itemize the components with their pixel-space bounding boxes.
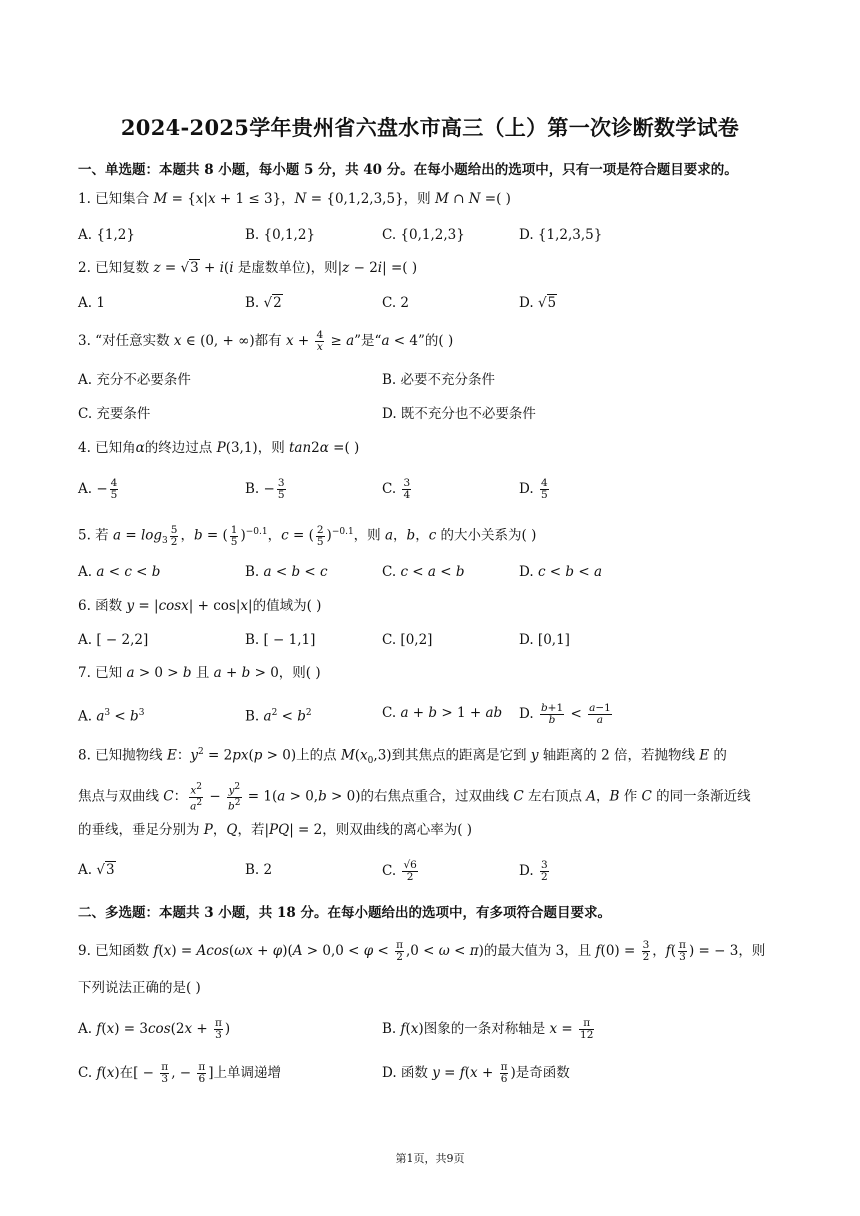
q9-option-c[interactable]: C. f(x)在[ − $\frac{\pi}{3}$ , − $\frac{\pi}{6}$ ]上单调递增 (78, 1061, 282, 1085)
q1-option-d[interactable]: D. {1,2,3,5} (519, 227, 603, 243)
q4-option-b[interactable]: B. − $\frac{3}{5}$ (245, 477, 285, 501)
q6-option-a[interactable]: A. [ − 2,2] (78, 632, 149, 648)
question-1: 1. 已知集合 M = {x|x + 1 ≤ 3}，N = {0,1,2,3,5}，则 M ∩ N =( ) (78, 191, 511, 207)
q6-option-c[interactable]: C. [0,2] (382, 632, 433, 648)
q9-option-d[interactable]: D. 函数 y = f(x + $\frac{\pi}{6}$ )是奇函数 (382, 1061, 570, 1085)
q7-option-a[interactable]: A. $a^3 < b^3$ (78, 708, 145, 725)
q2-option-b[interactable]: B. √2 (245, 295, 282, 311)
question-4: 4. 已知角α的终边过点 P(3,1)，则 tan2α =( ) (78, 440, 360, 456)
question-8-line-3: 的垂线，垂足分别为 P，Q，若|PQ| = 2，则双曲线的离心率为( ) (78, 822, 473, 838)
question-2: 2. 已知复数 z = √3 + i(i 是虚数单位)，则|z − 2i| =( ) (78, 260, 418, 276)
exam-title: 2024-2025学年贵州省六盘水市高三（上）第一次诊断数学试卷 (120, 115, 740, 140)
q5-option-d[interactable]: D. c < b < a (519, 564, 603, 580)
section-heading-single-choice: 一、单选题：本题共 8 小题，每小题 5 分，共 40 分。在每小题给出的选项中，只有一项是符合题目要求的。 (78, 162, 738, 178)
question-9-line-1: 9. 已知函数 f(x) = Acos(ωx + φ)(A > 0,0 < φ < $\frac{\pi}{2}$ ,0 < ω < π)的最大值为 3，且 f(0) = $\frac{3}{2}$ ，f( $\frac{\pi}{3}$ ) = − 3，则 (78, 939, 766, 963)
question-7: 7. 已知 a > 0 > b 且 a + b > 0，则( ) (78, 665, 321, 681)
q8-option-a[interactable]: A. √3 (78, 862, 115, 878)
q1-option-a[interactable]: A. {1,2} (78, 227, 135, 243)
q3-option-a[interactable]: A. 充分不必要条件 (78, 372, 191, 388)
question-8-line-2: 焦点与双曲线 C： $\frac{x^2}{a^2}$ − $\frac{y^2}{b^2}$ = 1(a > 0,b > 0)的右焦点重合，过双曲线 C 左右顶点 A，B 作 C 的同一条渐近线 (78, 782, 751, 812)
q2-option-a[interactable]: A. 1 (78, 295, 105, 311)
q7-option-c[interactable]: C. a + b > 1 + ab (382, 705, 503, 721)
question-5: 5. 若 $a = \log_3$ $\frac{5}{2}$ ，b = ( $\frac{1}{5}$ )$^{-0.1}$，c = ( $\frac{2}{5}$ )$^{-0.1}$，则 a，b，c 的大小关系为( ) (78, 523, 537, 548)
q5-option-a[interactable]: A. a < c < b (78, 564, 161, 580)
q3-option-d[interactable]: D. 既不充分也不必要条件 (382, 406, 536, 422)
q2-option-c[interactable]: C. 2 (382, 295, 410, 311)
q5-option-b[interactable]: B. a < b < c (245, 564, 328, 580)
q7-option-d[interactable]: D. $\frac{b+1}{b}$ < $\frac{a-1}{a}$ (519, 702, 611, 726)
q5-option-c[interactable]: C. c < a < b (382, 564, 465, 580)
q3-option-c[interactable]: C. 充要条件 (78, 406, 151, 422)
q1-option-c[interactable]: C. {0,1,2,3} (382, 227, 465, 243)
q8-option-c[interactable]: C. $\frac{√6}{2}$ (382, 859, 417, 883)
question-6: 6. 函数 y = |cosx| + cos|x|的值域为( ) (78, 598, 322, 614)
question-8-line-1: 8. 已知抛物线 E：$y^2 = 2px(p > 0)$上的点 $M(x_0,3)$到其焦点的距离是它到 y 轴距离的 2 倍，若抛物线 E 的 (78, 747, 727, 767)
q9-option-b[interactable]: B. f(x)图象的一条对称轴是 x = $\frac{\pi}{12}$ (382, 1017, 594, 1041)
section-heading-multiple-choice: 二、多选题：本题共 3 小题，共 18 分。在每小题给出的选项中，有多项符合题目要求。 (78, 905, 611, 921)
q9-option-a[interactable]: A. f(x) = 3cos(2x + $\frac{\pi}{3}$ ) (78, 1017, 231, 1041)
q1-option-b[interactable]: B. {0,1,2} (245, 227, 316, 243)
page-footer: 第1页，共9页 (395, 1152, 465, 1165)
question-3: 3. “对任意实数 x ∈ (0, + ∞)都有 x + $\frac{4}{x}$ ≥ a”是“a < 4”的( ) (78, 329, 454, 353)
q8-option-b[interactable]: B. 2 (245, 862, 273, 878)
q7-option-b[interactable]: B. $a^2 < b^2$ (245, 708, 312, 725)
q4-option-d[interactable]: D. $\frac{4}{5}$ (519, 477, 548, 501)
q6-option-b[interactable]: B. [ − 1,1] (245, 632, 316, 648)
q4-option-a[interactable]: A. − $\frac{4}{5}$ (78, 477, 118, 501)
q8-option-d[interactable]: D. $\frac{3}{2}$ (519, 859, 548, 883)
q4-option-c[interactable]: C. $\frac{3}{4}$ (382, 477, 411, 501)
q3-option-b[interactable]: B. 必要不充分条件 (382, 372, 496, 388)
question-9-line-2: 下列说法正确的是( ) (78, 980, 201, 996)
q6-option-d[interactable]: D. [0,1] (519, 632, 570, 648)
q2-option-d[interactable]: D. √5 (519, 295, 557, 311)
